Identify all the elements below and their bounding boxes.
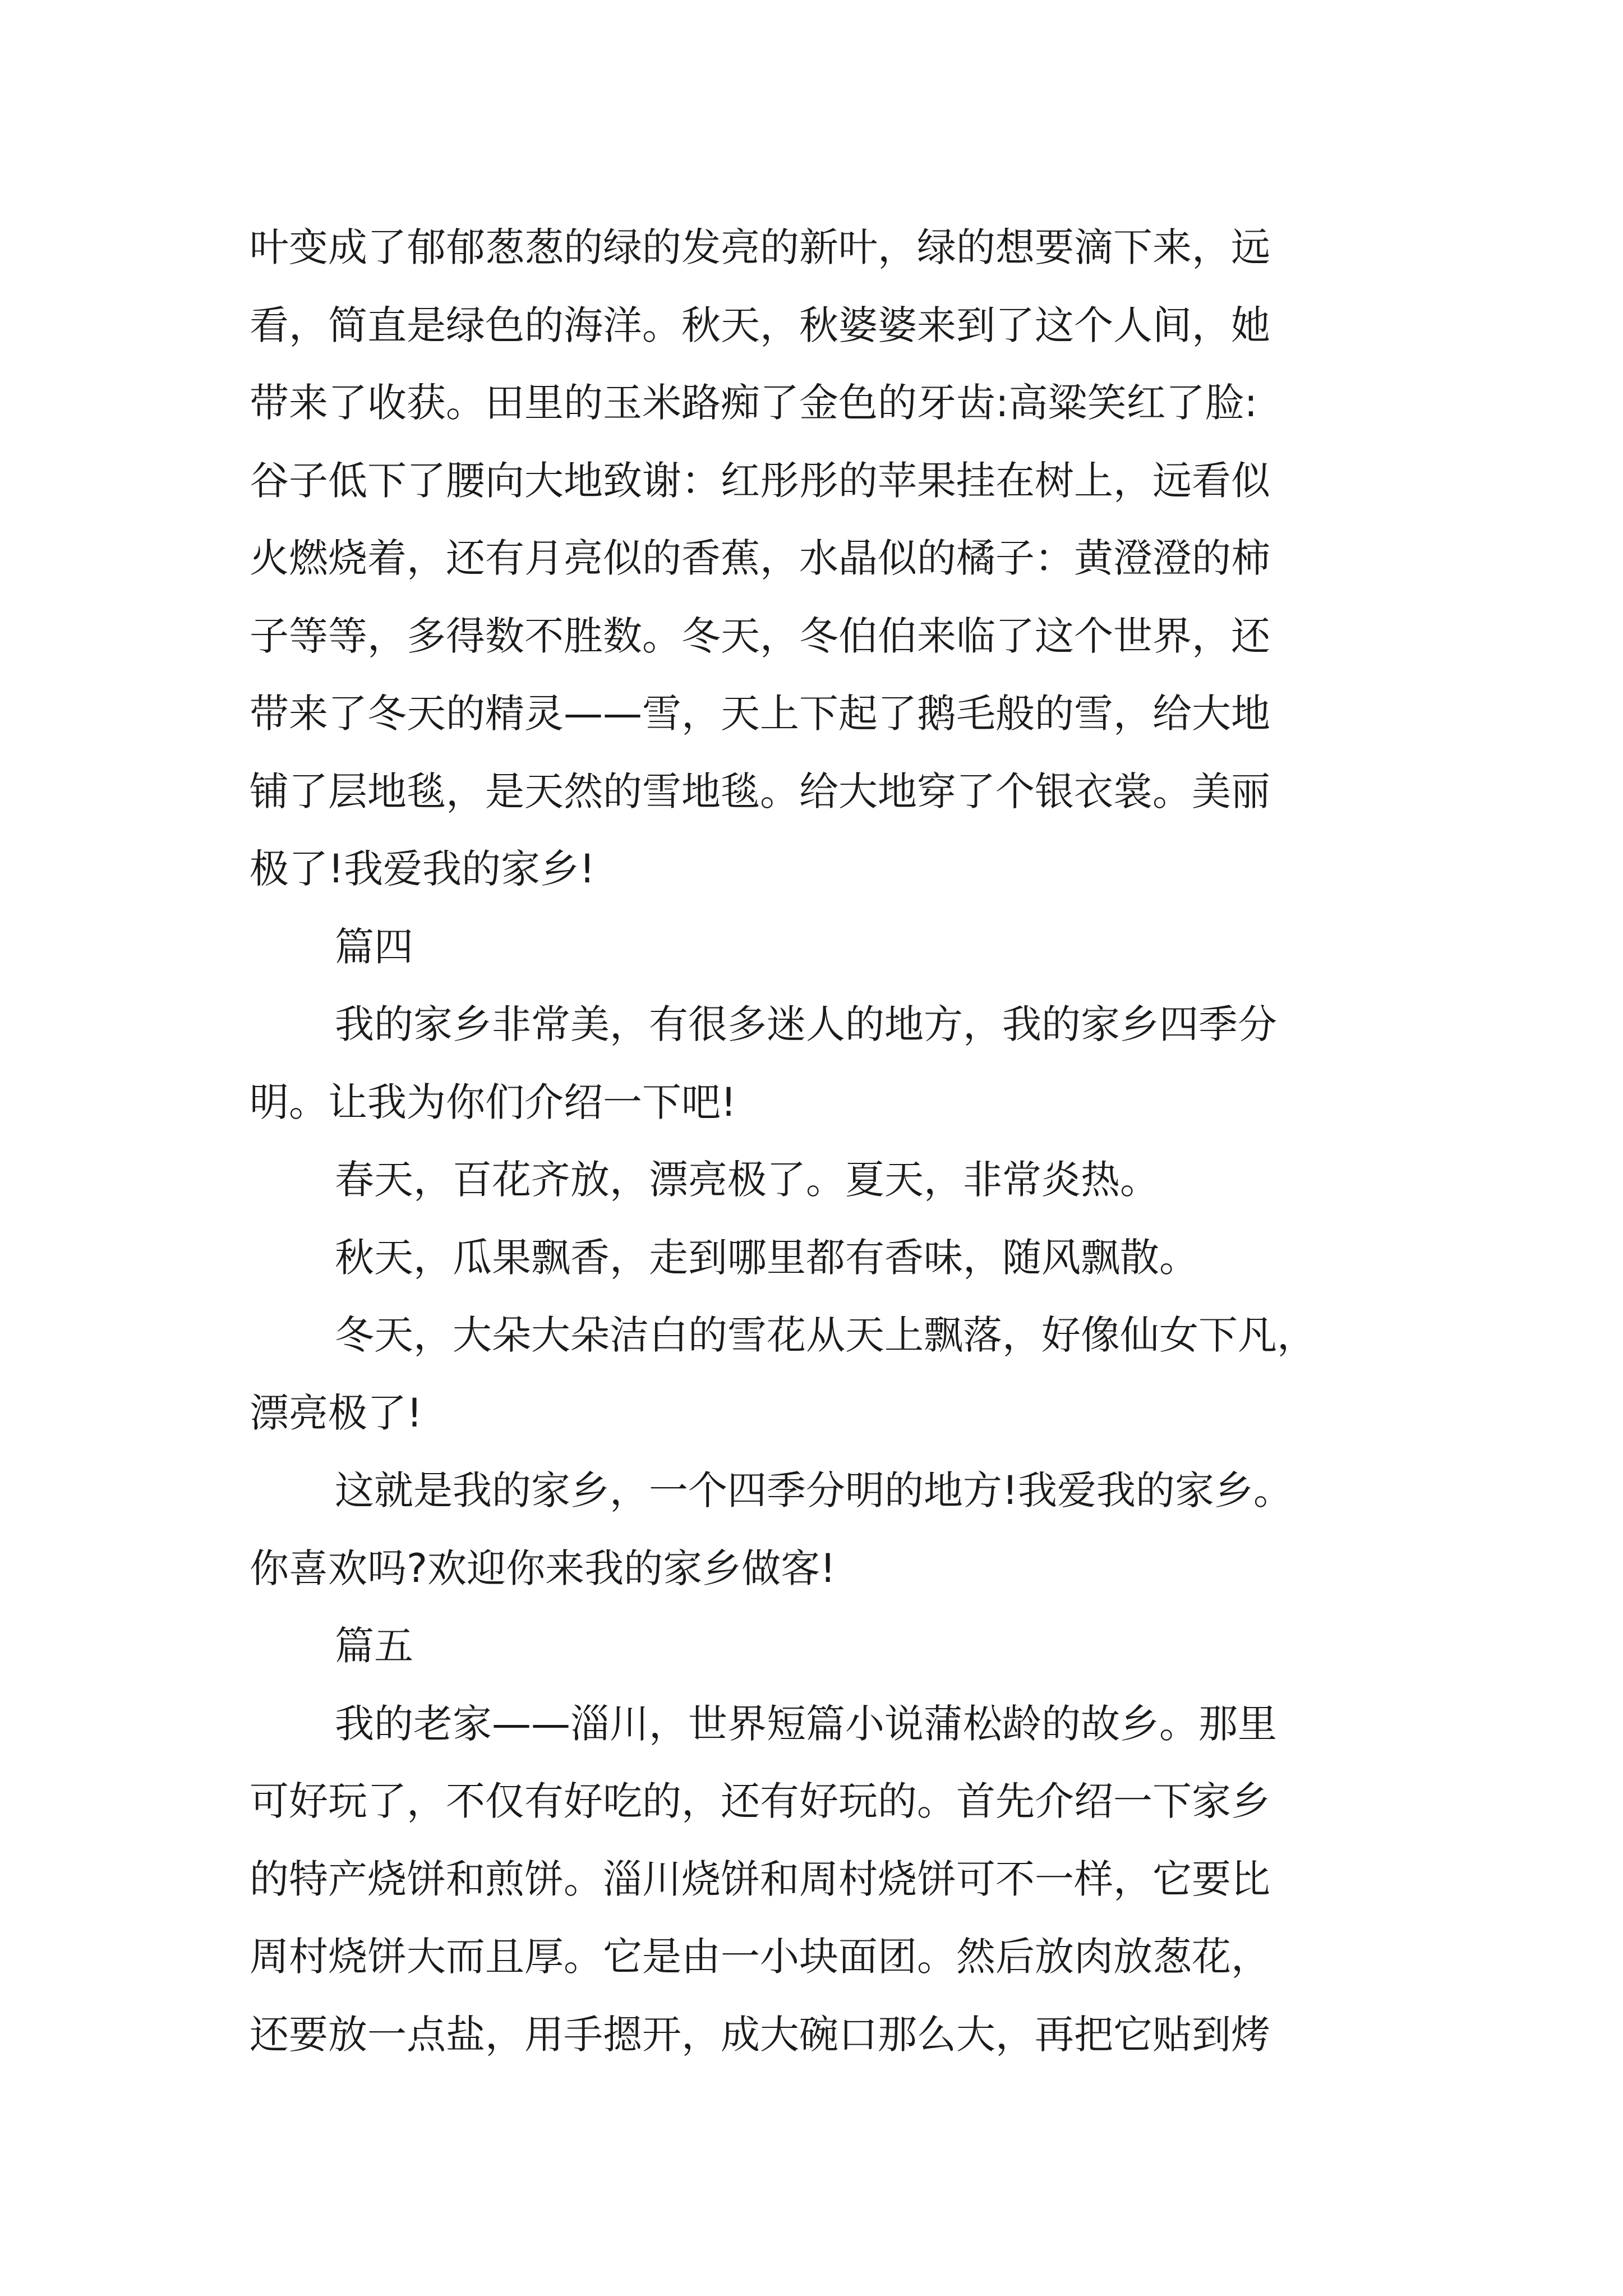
text-line: 叶变成了郁郁葱葱的绿的发亮的新叶，绿的想要滴下来，远 [250,224,1270,270]
section-heading: 篇五 [335,1623,413,1669]
text-line: 你喜欢吗?欢迎你来我的家乡做客! [250,1545,836,1591]
text-line: 明。让我为你们介绍一下吧! [250,1079,737,1125]
text-line: 子等等，多得数不胜数。冬天，冬伯伯来临了这个世界，还 [250,613,1270,659]
section-heading: 篇四 [335,923,413,970]
paragraph-start-line: 春天，百花齐放，漂亮极了。夏天，非常炎热。 [335,1157,1159,1203]
text-line: 铺了层地毯，是天然的雪地毯。给大地穿了个银衣裳。美丽 [250,768,1270,815]
text-line: 带来了收获。田里的玉米路痴了金色的牙齿:高粱笑红了脸: [250,380,1258,426]
paragraph-start-line: 我的家乡非常美，有很多迷人的地方，我的家乡四季分 [335,1001,1277,1047]
text-line: 漂亮极了! [250,1389,423,1436]
text-line: 可好玩了，不仅有好吃的，还有好玩的。首先介绍一下家乡 [250,1778,1270,1824]
text-line: 火燃烧着，还有月亮似的香蕉，水晶似的橘子：黄澄澄的柿 [250,535,1270,581]
paragraph-start-line: 冬天，大朵大朵洁白的雪花从天上飘落，好像仙女下凡， [335,1312,1316,1358]
paragraph-start-line: 这就是我的家乡，一个四季分明的地方!我爱我的家乡。 [335,1467,1293,1513]
text-line: 谷子低下了腰向大地致谢：红彤彤的苹果挂在树上，远看似 [250,457,1270,504]
text-line: 的特产烧饼和煎饼。淄川烧饼和周村烧饼可不一样，它要比 [250,1856,1270,1902]
paragraph-start-line: 我的老家——淄川，世界短篇小说蒲松龄的故乡。那里 [335,1700,1277,1747]
text-line: 带来了冬天的精灵——雪，天上下起了鹅毛般的雪，给大地 [250,691,1270,737]
paragraph-start-line: 秋天，瓜果飘香，走到哪里都有香味，随风飘散。 [335,1234,1198,1281]
text-line: 周村烧饼大而且厚。它是由一小块面团。然后放肉放葱花， [250,1934,1270,1980]
text-line: 极了!我爱我的家乡! [250,846,596,892]
text-line: 看，简直是绿色的海洋。秋天，秋婆婆来到了这个人间，她 [250,302,1270,348]
text-line: 还要放一点盐，用手摁开，成大碗口那么大，再把它贴到烤 [250,2011,1270,2058]
document-body [250,209,1416,2073]
